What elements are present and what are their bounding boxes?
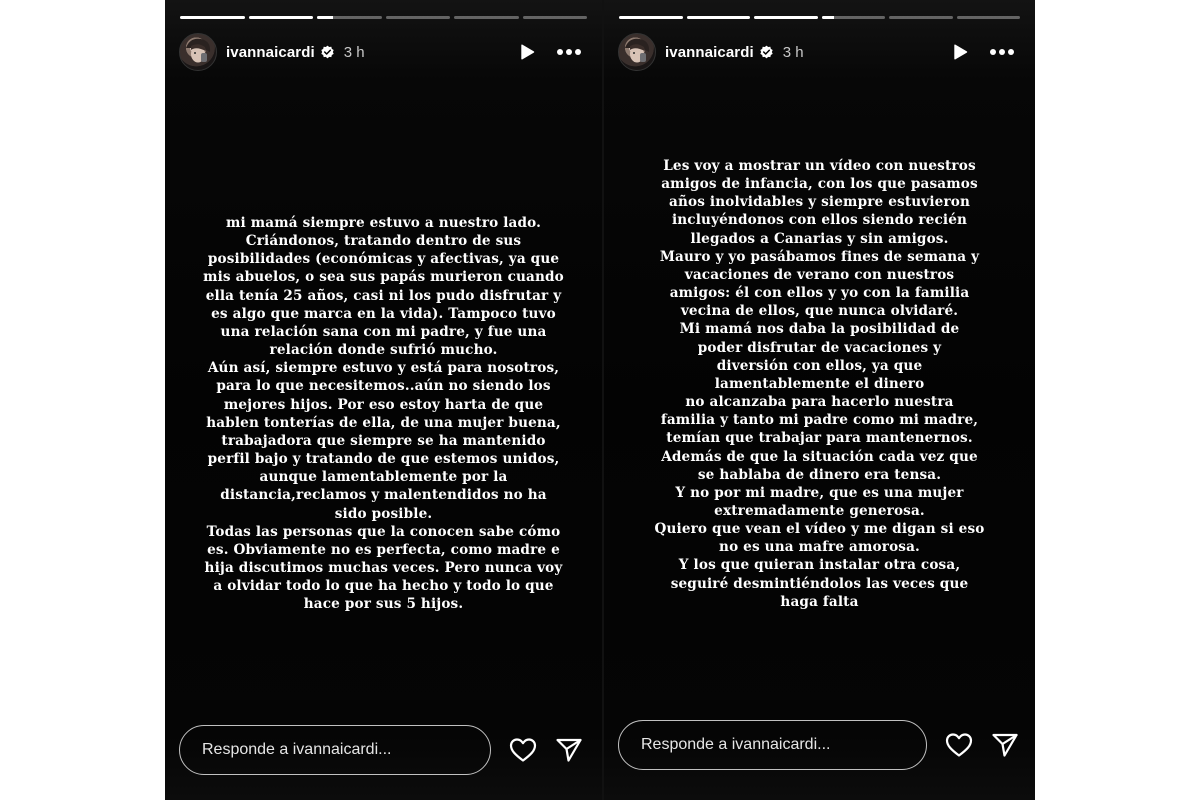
- story-panel-right: [604, 0, 1035, 800]
- story-text-line: temían que trabajar para mantenernos.: [666, 430, 973, 447]
- story-text-line: extremadamente generosa.: [714, 502, 925, 519]
- username[interactable]: ivannaicardi: [226, 43, 315, 61]
- story-text-line: amigos de infancia, con los que pasamos: [661, 176, 978, 193]
- more-options-icon: [556, 48, 582, 56]
- post-time: 3 h: [343, 43, 365, 61]
- progress-segment: [454, 16, 519, 19]
- story-header: [618, 33, 1017, 71]
- story-text-line: sido posible.: [334, 505, 433, 522]
- progress-segment: [180, 16, 245, 19]
- more-options-button[interactable]: [554, 37, 584, 67]
- story-text-line: Quiero que vean el vídeo y me digan si eso: [654, 521, 985, 538]
- share-button[interactable]: [553, 734, 585, 766]
- story-text-line: diversión con ellos, ya que: [716, 357, 923, 374]
- verified-badge-icon: [320, 45, 335, 60]
- story-text-line: no alcanzaba para hacerlo nuestra: [685, 394, 954, 411]
- story-text-line: Todas las personas que la conocen sabe cómo: [206, 523, 561, 540]
- story-text-line: vacaciones de verano con nuestros: [684, 266, 955, 283]
- progress-segment: [687, 16, 751, 19]
- avatar[interactable]: [179, 33, 217, 71]
- progress-segment: [386, 16, 451, 19]
- story-text-line: relación donde sufrió mucho.: [269, 342, 498, 359]
- play-button[interactable]: [512, 37, 542, 67]
- progress-segment: [619, 16, 683, 19]
- story-text-line: una relación sana con mi padre, y fue una: [220, 323, 547, 340]
- story-text-line: Les voy a mostrar un vídeo con nuestros: [663, 158, 976, 174]
- send-icon: [555, 737, 583, 763]
- username[interactable]: ivannaicardi: [665, 43, 754, 61]
- story-text-line: seguiré desmintiéndolos las veces que: [670, 575, 969, 592]
- story-text-line: es. Obviamente no es perfecta, como madre e: [207, 541, 560, 558]
- story-text-line: aunque lamentablemente por la: [259, 469, 508, 486]
- story-progress-bar: [619, 16, 1020, 19]
- play-icon: [951, 43, 969, 61]
- story-text-line: a olvidar todo lo que ha hecho y todo lo que: [213, 578, 554, 595]
- story-progress-bar: [180, 16, 587, 19]
- story-text-line: Y los que quieran instalar otra cosa,: [678, 557, 961, 574]
- story-text-line: amigos: él con ellos y yo con la familia: [669, 285, 970, 302]
- like-button[interactable]: [507, 734, 539, 766]
- story-text-line: se hablaba de dinero era tensa.: [697, 466, 942, 483]
- story-text: [604, 157, 1035, 611]
- progress-segment: [754, 16, 818, 19]
- story-text-line: haga falta: [780, 593, 859, 610]
- story-text-line: vecina de ellos, que nunca olvidaré.: [680, 303, 959, 320]
- story-text-line: es algo que marca en la vida). Tampoco tuvo: [211, 305, 556, 322]
- story-text-line: hija discutimos muchas veces. Pero nunca voy: [204, 559, 563, 576]
- story-text-line: no es una mafre amorosa.: [719, 539, 920, 556]
- story-text-line: Mi mamá nos daba la posibilidad de: [679, 321, 960, 338]
- story-text-line: Criándonos, tratando dentro de sus: [245, 233, 522, 250]
- story-text-line: familia y tanto mi padre como mi madre,: [660, 412, 979, 429]
- heart-icon: [509, 737, 537, 763]
- progress-segment: [889, 16, 953, 19]
- story-text-line: llegados a Canarias y sin amigos.: [690, 230, 949, 247]
- share-button[interactable]: [989, 729, 1021, 761]
- reply-input[interactable]: [179, 725, 491, 775]
- verified-badge-icon: [759, 45, 774, 60]
- story-footer: [618, 720, 1021, 770]
- progress-segment: [957, 16, 1021, 19]
- story-text-line: perfil bajo y tratando de que estemos unidos,: [207, 451, 560, 468]
- more-options-button[interactable]: [987, 37, 1017, 67]
- avatar[interactable]: [618, 33, 656, 71]
- story-text-line: mejores hijos. Por eso estoy harta de que: [223, 396, 544, 413]
- play-icon: [518, 43, 536, 61]
- story-text-line: poder disfrutar de vacaciones y: [697, 339, 942, 356]
- heart-icon: [945, 732, 973, 758]
- story-text-line: mis abuelos, o sea sus papás murieron cuando: [203, 269, 564, 286]
- story-text-line: ella tenía 25 años, casi ni los pudo disfrutar y: [205, 287, 562, 304]
- story-text-line: incluyéndonos con ellos siendo recién: [671, 212, 968, 229]
- story-text-line: distancia,reclamos y malentendidos no ha: [220, 487, 547, 504]
- progress-segment: [317, 16, 382, 19]
- story-panel-left: [165, 0, 602, 800]
- post-time: 3 h: [782, 43, 804, 61]
- story-text-line: Además de que la situación cada vez que: [661, 448, 978, 465]
- progress-segment: [249, 16, 314, 19]
- story-text-line: lamentablemente el dinero: [714, 375, 925, 392]
- story-text-line: años inolvidables y siempre estuvieron: [668, 194, 971, 211]
- story-footer: [179, 725, 588, 775]
- more-options-icon: [989, 48, 1015, 56]
- story-text-line: Y no por mi madre, que es una mujer: [675, 484, 964, 501]
- story-text-line: para lo que necesitemos..aún no siendo los: [216, 378, 551, 395]
- like-button[interactable]: [943, 729, 975, 761]
- story-text-line: posibilidades (económicas y afectivas, ya que: [207, 251, 560, 268]
- story-text-line: Aún así, siempre estuvo y está para nosotros,: [207, 360, 560, 377]
- story-text-line: trabajadora que siempre se ha mantenido: [221, 432, 546, 449]
- story-text-line: hablen tonterías de ella, de una mujer buena,: [206, 414, 561, 431]
- reply-input[interactable]: [618, 720, 927, 770]
- story-text: [165, 214, 602, 613]
- play-button[interactable]: [945, 37, 975, 67]
- progress-segment: [523, 16, 588, 19]
- story-header: [179, 33, 584, 71]
- story-text-line: mi mamá siempre estuvo a nuestro lado.: [225, 215, 542, 231]
- send-icon: [991, 732, 1019, 758]
- progress-segment: [822, 16, 886, 19]
- story-text-line: hace por sus 5 hijos.: [303, 596, 464, 613]
- story-text-line: Mauro y yo pasábamos fines de semana y: [659, 248, 980, 265]
